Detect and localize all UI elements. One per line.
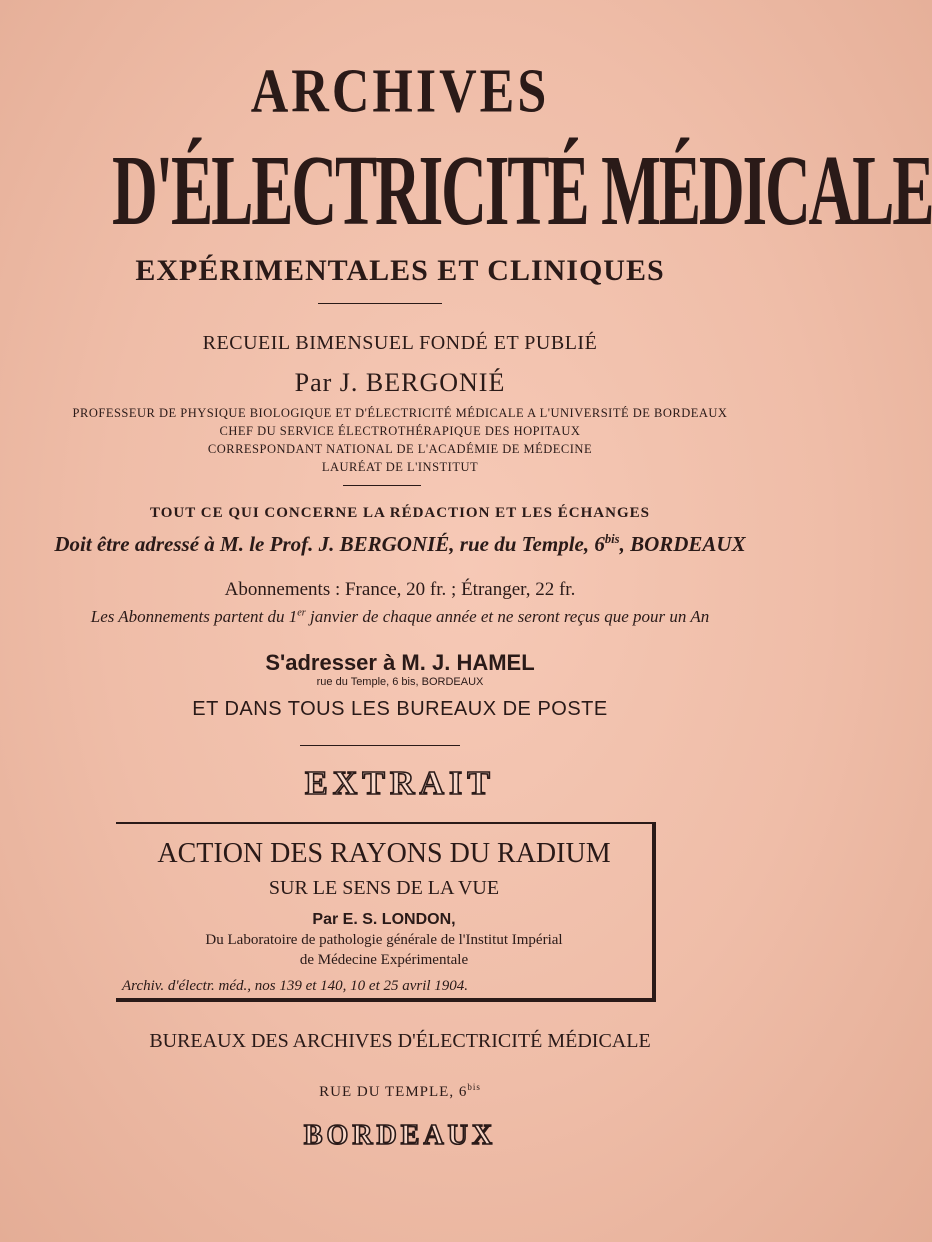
adresse-line-1: S'adresser à M. J. HAMEL: [265, 650, 535, 675]
journal-title-main: D'ÉLECTRICITÉ MÉDICALE: [112, 135, 932, 248]
article-affiliation-1: Du Laboratoire de pathologie générale de l'Institut Impérial: [205, 932, 563, 948]
bureaux-line: BUREAUX DES ARCHIVES D'ÉLECTRICITÉ MÉDICALE: [149, 1030, 651, 1052]
article-citation: Archiv. d'électr. méd., nos 139 et 140, 10 et 25 avril 1904.: [122, 978, 469, 994]
rue-line: RUE DU TEMPLE, $6^{bis}$: [319, 1082, 481, 1100]
abonnements-line-2: Les Abonnements partent du 1er janvier de chaque année et ne seront reçus que pour un An: [90, 607, 710, 626]
journal-title-subtitle: EXPÉRIMENTALES ET CLINIQUES: [135, 254, 665, 287]
editor-title-4: LAURÉAT DE L'INSTITUT: [321, 460, 479, 474]
article-subtitle: SUR LE SENS DE LA VUE: [268, 877, 500, 899]
abonnements-line-1: Abonnements : France, 20 fr. ; Étranger, 22 fr.: [224, 579, 576, 600]
editor-title-1: PROFESSEUR DE PHYSIQUE BIOLOGIQUE ET D'ÉLECTRICITÉ MÉDICALE A L'UNIVERSITÉ DE BORDEAUX: [72, 406, 728, 420]
editor-title-3: CORRESPONDANT NATIONAL DE L'ACADÉMIE DE MÉDECINE: [207, 442, 593, 456]
extrait-label: EXTRAIT: [305, 765, 495, 802]
journal-title-archives: ARCHIVES: [250, 57, 550, 126]
divider: [343, 485, 421, 486]
adresse-line-2: rue du Temple, 6 bis, BORDEAUX: [316, 676, 484, 688]
article-author: Par E. S. LONDON,: [312, 911, 456, 928]
editor-title-2: CHEF DU SERVICE ÉLECTROTHÉRAPIQUE DES HOPITAUX: [219, 424, 581, 438]
extract-box: [116, 822, 656, 1002]
redaction-line-2: Doit être adressé à M. le Prof. J. BERGONIÉ, rue du Temple, $6^{bis}$, BORDEAUX: [54, 532, 746, 556]
adresse-line-3: ET DANS TOUS LES BUREAUX DE POSTE: [192, 698, 608, 720]
article-affiliation-2: de Médecine Expérimentale: [299, 952, 469, 968]
divider: [318, 303, 442, 304]
divider: [300, 745, 460, 746]
redaction-line-1: TOUT CE QUI CONCERNE LA RÉDACTION ET LES ÉCHANGES: [150, 505, 650, 521]
city-line: BORDEAUX: [303, 1120, 497, 1151]
article-title: ACTION DES RAYONS DU RADIUM: [157, 838, 611, 869]
editor-line: Par J. BERGONIÉ: [294, 368, 506, 397]
recueil-line: RECUEIL BIMENSUEL FONDÉ ET PUBLIÉ: [202, 332, 598, 354]
